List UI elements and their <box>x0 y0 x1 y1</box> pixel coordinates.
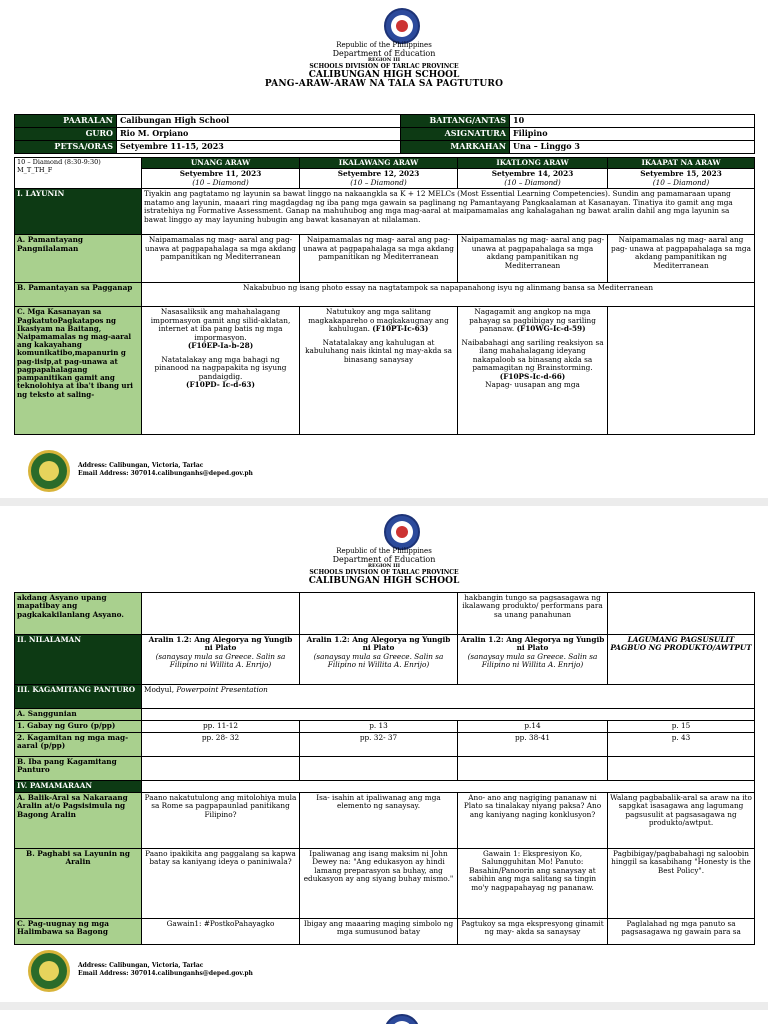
pag-ugnay-day-4: Paglalahad ng mga panuto sa pagsasagawa ng gawain para sa <box>608 919 755 945</box>
kasanayan-text: Nasasaliksik ang mahahalagang impormasyon gamit ang silid-aklatan, internet at iba pang batis ng mga impormasyon. <box>150 307 291 342</box>
iba-day-3 <box>458 757 608 781</box>
lesson-table-p2 <box>14 592 755 945</box>
aralin-title: Aralin 1.2: Ang Alegorya ng Yungib ni Plato <box>148 635 293 653</box>
info-table <box>14 114 755 154</box>
pn-day-3: Naipamamalas ng mag- aaral ang pag- unawa at pagpapahalaga sa mga akdang pampanitikan ng Mediterranean <box>458 235 608 283</box>
pamantayan-pagganap-label: B. Pamantayan sa Pagganap <box>15 283 142 307</box>
gabay-day-1: pp. 11-12 <box>142 721 300 733</box>
paghabi-day-1: Paano ipakikita ang paggalang sa kapwa batay sa kaniyang ideya o paniniwala? <box>142 849 300 919</box>
date-text: Setyembre 11, 2023 <box>179 169 262 179</box>
sanggunian-value <box>142 709 755 721</box>
date-text: Setyembre 12, 2023 <box>337 169 420 179</box>
pn-day-1: Naipamamalas ng mag- aaral ang pag- unawa at pagpapahalaga sa mga akdang pampanitikan ng Mediterranean <box>142 235 300 283</box>
markahan-label: MARKAHAN <box>401 141 510 154</box>
republic-line: Republic of the Philippines <box>336 41 432 49</box>
document-title: PANG-ARAW-ARAW NA TALA SA PAGTUTURO <box>264 79 504 90</box>
day-label-1: UNANG ARAW <box>142 158 300 169</box>
republic-line: Republic of the Philippines <box>336 547 432 555</box>
footer-address <box>78 462 253 478</box>
aralin-title: Aralin 1.2: Ang Alegorya ng Yungib ni Plato <box>306 635 451 653</box>
kasanayan-text: Natatalakay ang kahulugan at kabuluhang nais ikintal ng may-akda sa binasang sanaysay <box>305 337 452 364</box>
schedule-time: 10 – Diamond (8:30-9:30) <box>17 158 101 166</box>
petsa-value: Setyembre 11-15, 2023 <box>117 141 401 154</box>
pn-day-4: Naipamamalas ng mag- aaral ang pag- unawa at pagpapahalaga sa mga akdang pampanitikan ng Mediterranean <box>608 235 755 283</box>
day-header-row <box>15 158 755 169</box>
nilalaman-day-1 <box>142 635 300 685</box>
kasanayan-cont-label: akdang Asyano upang mapatibay ang pagkakakilanlang Asyano. <box>15 593 142 635</box>
kasanayan-label: C. Mga Kasanayan sa PagkatutoPagkatapos ng Ikasiyam na Baitang, Naipamamalas ng mag-aaral ang kakayahang komunikatibo,mapanurin g pag-iisip,at pag-unawa at pagpapahalagang pampanitikan gamit ang teknolohiya at iba't ibang uri ng teksto at saling- <box>15 307 142 435</box>
day-date-1 <box>142 169 300 189</box>
nilalaman-label: II. NILALAMAN <box>15 635 142 685</box>
deped-seal-icon <box>384 8 420 44</box>
kagamitan-label: III. KAGAMITANG PANTURO <box>15 685 142 709</box>
paaralan-value: Calibungan High School <box>117 115 401 128</box>
kasanayan-text: Natatalakay ang mga bahagi ng pinanood na nagpapakita ng isyung pandaigdig. <box>154 354 287 381</box>
balik-day-4: Walang pagbabalik-aral sa araw na ito sapgkat isasagawa ang lagumang pagsusulit at pagsasagawa ng produkto/awtput. <box>608 793 755 849</box>
section-text: (10 – Diamond) <box>652 177 710 187</box>
layunin-label: I. LAYUNIN <box>15 189 142 235</box>
cont-day-2 <box>300 593 458 635</box>
region-line: REGION III <box>367 563 401 570</box>
kag-mag-day-3: pp. 38-41 <box>458 733 608 757</box>
paghabi-day-2: Ipaliwanag ang isang maksim ni John Dewey na: "Ang edukasyon ay hindi lamang preparasyon sa buhay, ang edukasyon ay ang siyang buhay mismo." <box>300 849 458 919</box>
gabay-day-2: p. 13 <box>300 721 458 733</box>
school-name: CALIBUNGAN HIGH SCHOOL <box>308 575 460 586</box>
pag-ugnay-day-3: Pagtukoy sa mga ekspresyong ginamit ng may- akda sa sanaysay <box>458 919 608 945</box>
date-text: Setyembre 15, 2023 <box>640 169 722 179</box>
gabay-day-3: p.14 <box>458 721 608 733</box>
pn-day-2: Naipamamalas ng mag- aaral ang pag- unawa at pagpapahalaga sa mga akdang pampanitikan ng Mediterranean <box>300 235 458 283</box>
competency-code: (F10EP-Ia-b-28) <box>187 341 254 351</box>
sanggunian-label: A. Sanggunian <box>15 709 142 721</box>
aralin-subtitle: (sanaysay mula sa Greece. Salin sa Filipino ni Willita A. Enrijo) <box>467 651 598 670</box>
pag-ugnay-day-1: Gawain1: #PostkoPahayagko <box>142 919 300 945</box>
guro-value: Rio M. Orpiano <box>117 128 401 141</box>
kag-mag-day-4: p. 43 <box>608 733 755 757</box>
balik-day-1: Paano nakatutulong ang mitolohiya mula sa Rome sa pagpapaunlad panitikang Filipino? <box>142 793 300 849</box>
letterhead <box>0 548 768 586</box>
pamamaraan-label: IV. PAMAMARAAN <box>15 781 142 793</box>
gabay-day-4: p. 15 <box>608 721 755 733</box>
pag-ugnay-day-2: Ibigay ang maaaring maging simbolo ng mga sumusunod batay <box>300 919 458 945</box>
cont-day-4 <box>608 593 755 635</box>
competency-code: (F10WG-Ic-d-59) <box>516 324 586 334</box>
aralin-subtitle: (sanaysay mula sa Greece. Salin sa Filipino ni Willita A. Enrijo) <box>155 651 286 670</box>
asignatura-label: ASIGNATURA <box>401 128 510 141</box>
balik-aral-label: A. Balik-Aral sa Nakaraang Aralin at/o Pagsisimula ng Bagong Aralin <box>15 793 142 849</box>
page-gap <box>0 498 768 506</box>
schedule-days: M_T_TH_F <box>17 165 53 174</box>
iba-day-2 <box>300 757 458 781</box>
nilalaman-day-4: LAGUMANG PAGSUSULIT PAGBUO NG PRODUKTO/AWTPUT <box>608 635 755 685</box>
school-name: CALIBUNGAN HIGH SCHOOL <box>308 69 460 80</box>
address-line: Address: Calibungan, Victoria, Tarlac <box>78 962 204 969</box>
letterhead <box>0 42 768 90</box>
day-label-3: IKATLONG ARAW <box>458 158 608 169</box>
section-text: (10 – Diamond) <box>350 177 407 187</box>
department-line: Department of Education <box>332 48 436 58</box>
section-text: (10 – Diamond) <box>192 177 249 187</box>
deped-seal-icon <box>384 1014 420 1024</box>
page-3 <box>0 1010 768 1024</box>
nilalaman-day-2 <box>300 635 458 685</box>
paghabi-day-3: Gawain 1: Ekspresiyon Ko, Salungguhitan Mo! Panuto: Basahin/Panoorin ang sanaysay at sabihin ang mga salitang sa tingin mo'y nagpapahayag ng pananaw. <box>458 849 608 919</box>
kasanayan-day-3 <box>458 307 608 435</box>
markahan-value: Una – Linggo 3 <box>510 141 755 154</box>
pamamaraan-value <box>142 781 755 793</box>
pamantayang-nilalaman-label: A. Pamantayang Pangnilalaman <box>15 235 142 283</box>
cont-day-1 <box>142 593 300 635</box>
school-logo-icon <box>28 950 70 992</box>
day-date-3 <box>458 169 608 189</box>
page-2 <box>0 506 768 1000</box>
guro-label: GURO <box>15 128 117 141</box>
date-text: Setyembre 14, 2023 <box>491 169 574 179</box>
kagamitan-text: Modyul, Powerpoint Presentation <box>142 685 755 709</box>
division-line: SCHOOLS DIVISION OF TARLAC PROVINCE <box>309 62 459 70</box>
footer-address <box>78 962 253 978</box>
address-line: Address: Calibungan, Victoria, Tarlac <box>78 462 204 469</box>
kasanayan-text: Nagagamit ang angkop na mga pahayag sa pagbibigay ng sariling pananaw. (F10WG-Ic-d-59) <box>469 307 596 334</box>
pamantayan-pagganap-text: Nakabubuo ng isang photo essay na nagtatampok sa napapanahong isyu ng alinmang bansa sa Mediterranean <box>142 283 755 307</box>
iba-label: B. Iba pang Kagamitang Panturo <box>15 757 142 781</box>
kag-mag-day-2: pp. 32- 37 <box>300 733 458 757</box>
pag-ugnay-label: C. Pag-uugnay ng mga Halimbawa sa Bagong <box>15 919 142 945</box>
day-label-4: IKAAPAT NA ARAW <box>608 158 755 169</box>
day-label-2: IKALAWANG ARAW <box>300 158 458 169</box>
balik-day-3: Ano- ano ang nagiging pananaw ni Plato sa tinalakay niyang paksa? Ano ang kaniyang naging konklusyon? <box>458 793 608 849</box>
cont-day-3: hakbangin tungo sa pagsasagawa ng ikalawang produkto/ performans para sa unang panahunan <box>458 593 608 635</box>
page-gap <box>0 1002 768 1010</box>
competency-code: (F10PT-Ic-63) <box>372 324 429 334</box>
lesson-table-p1 <box>14 157 755 435</box>
day-date-2 <box>300 169 458 189</box>
petsa-label: PETSA/ORAS <box>15 141 117 154</box>
kasanayan-text: Natutukoy ang mga salitang magkakapareho o magkakaugnay ang kahulugan. (F10PT-Ic-63) <box>308 307 449 334</box>
department-line: Department of Education <box>332 554 436 564</box>
competency-code: (F10PD- Ic-d-63) <box>186 379 255 389</box>
kasanayan-text: Naibabahagi ang sariling reaksiyon sa ilang mahahalagang ideyang nakapaloob sa binasang akda sa pamamagitan ng Brainstorming. <box>461 337 604 373</box>
competency-code: (F10PS-Ic-d-66) <box>499 371 566 381</box>
day-date-4 <box>608 169 755 189</box>
section-text: (10 – Diamond) <box>504 177 561 187</box>
asignatura-value: Filipino <box>510 128 755 141</box>
nilalaman-day-3 <box>458 635 608 685</box>
paghabi-day-4: Pagbibigay/pagbabahagi ng saloobin hinggil sa kasabihang "Honesty is the Best Policy". <box>608 849 755 919</box>
paghabi-label: B. Paghabi sa Layunin ng Aralin <box>15 849 142 919</box>
layunin-text: Tiyakin ang pagtatamo ng layunin sa bawat linggo na nakaangkla sa K + 12 MELCs (Most Essential Learning Competencies). Sundin ang pamamaraan upang matamo ang layunin, maaari ring magdagdag ng iba pang mga gawain sa paglinang ng Pamantayang Pangkaalaman at Kasanayan. Tinatiya ito gamit ang mga istratehiya ng Formative Assessment. Ganap na mahuhubog ang mga mag-aaral at maipamamalas ang kahalagahan ng bawat aralin dahil ang mga layunin sa bawat linggo ay may layuning hubugin ang bawat kasanayan at nilalaman. <box>142 189 755 235</box>
baitang-label: BAITANG/ANTAS <box>401 115 510 128</box>
schedule-cell <box>15 158 142 189</box>
paaralan-label: PAARALAN <box>15 115 117 128</box>
kasanayan-day-1 <box>142 307 300 435</box>
aralin-title: Aralin 1.2: Ang Alegorya ng Yungib ni Plato <box>460 635 605 653</box>
aralin-subtitle: (sanaysay mula sa Greece. Salin sa Filipino ni Willita A. Enrijo) <box>313 651 444 670</box>
kasanayan-day-4 <box>608 307 755 435</box>
page-1 <box>0 0 768 500</box>
iba-day-4 <box>608 757 755 781</box>
baitang-value: 10 <box>510 115 755 128</box>
division-line: SCHOOLS DIVISION OF TARLAC PROVINCE <box>309 568 459 576</box>
deped-seal-icon <box>384 514 420 550</box>
email-line: Email Address: 307014.calibunganhs@deped.gov.ph <box>78 469 253 477</box>
balik-day-2: Isa- isahin at ipaliwanag ang mga elemento ng sanaysay. <box>300 793 458 849</box>
kagamitan-mag-label: 2. Kagamitan ng mga mag- aaral (p/pp) <box>15 733 142 757</box>
kag-mag-day-1: pp. 28- 32 <box>142 733 300 757</box>
gabay-label: 1. Gabay ng Guro (p/pp) <box>15 721 142 733</box>
kasanayan-day-2 <box>300 307 458 435</box>
iba-day-1 <box>142 757 300 781</box>
school-logo-icon <box>28 450 70 492</box>
region-line: REGION III <box>367 57 401 64</box>
email-line: Email Address: 307014.calibunganhs@deped.gov.ph <box>78 969 253 977</box>
kasanayan-text: Napag- uusapan ang mga <box>485 379 580 389</box>
